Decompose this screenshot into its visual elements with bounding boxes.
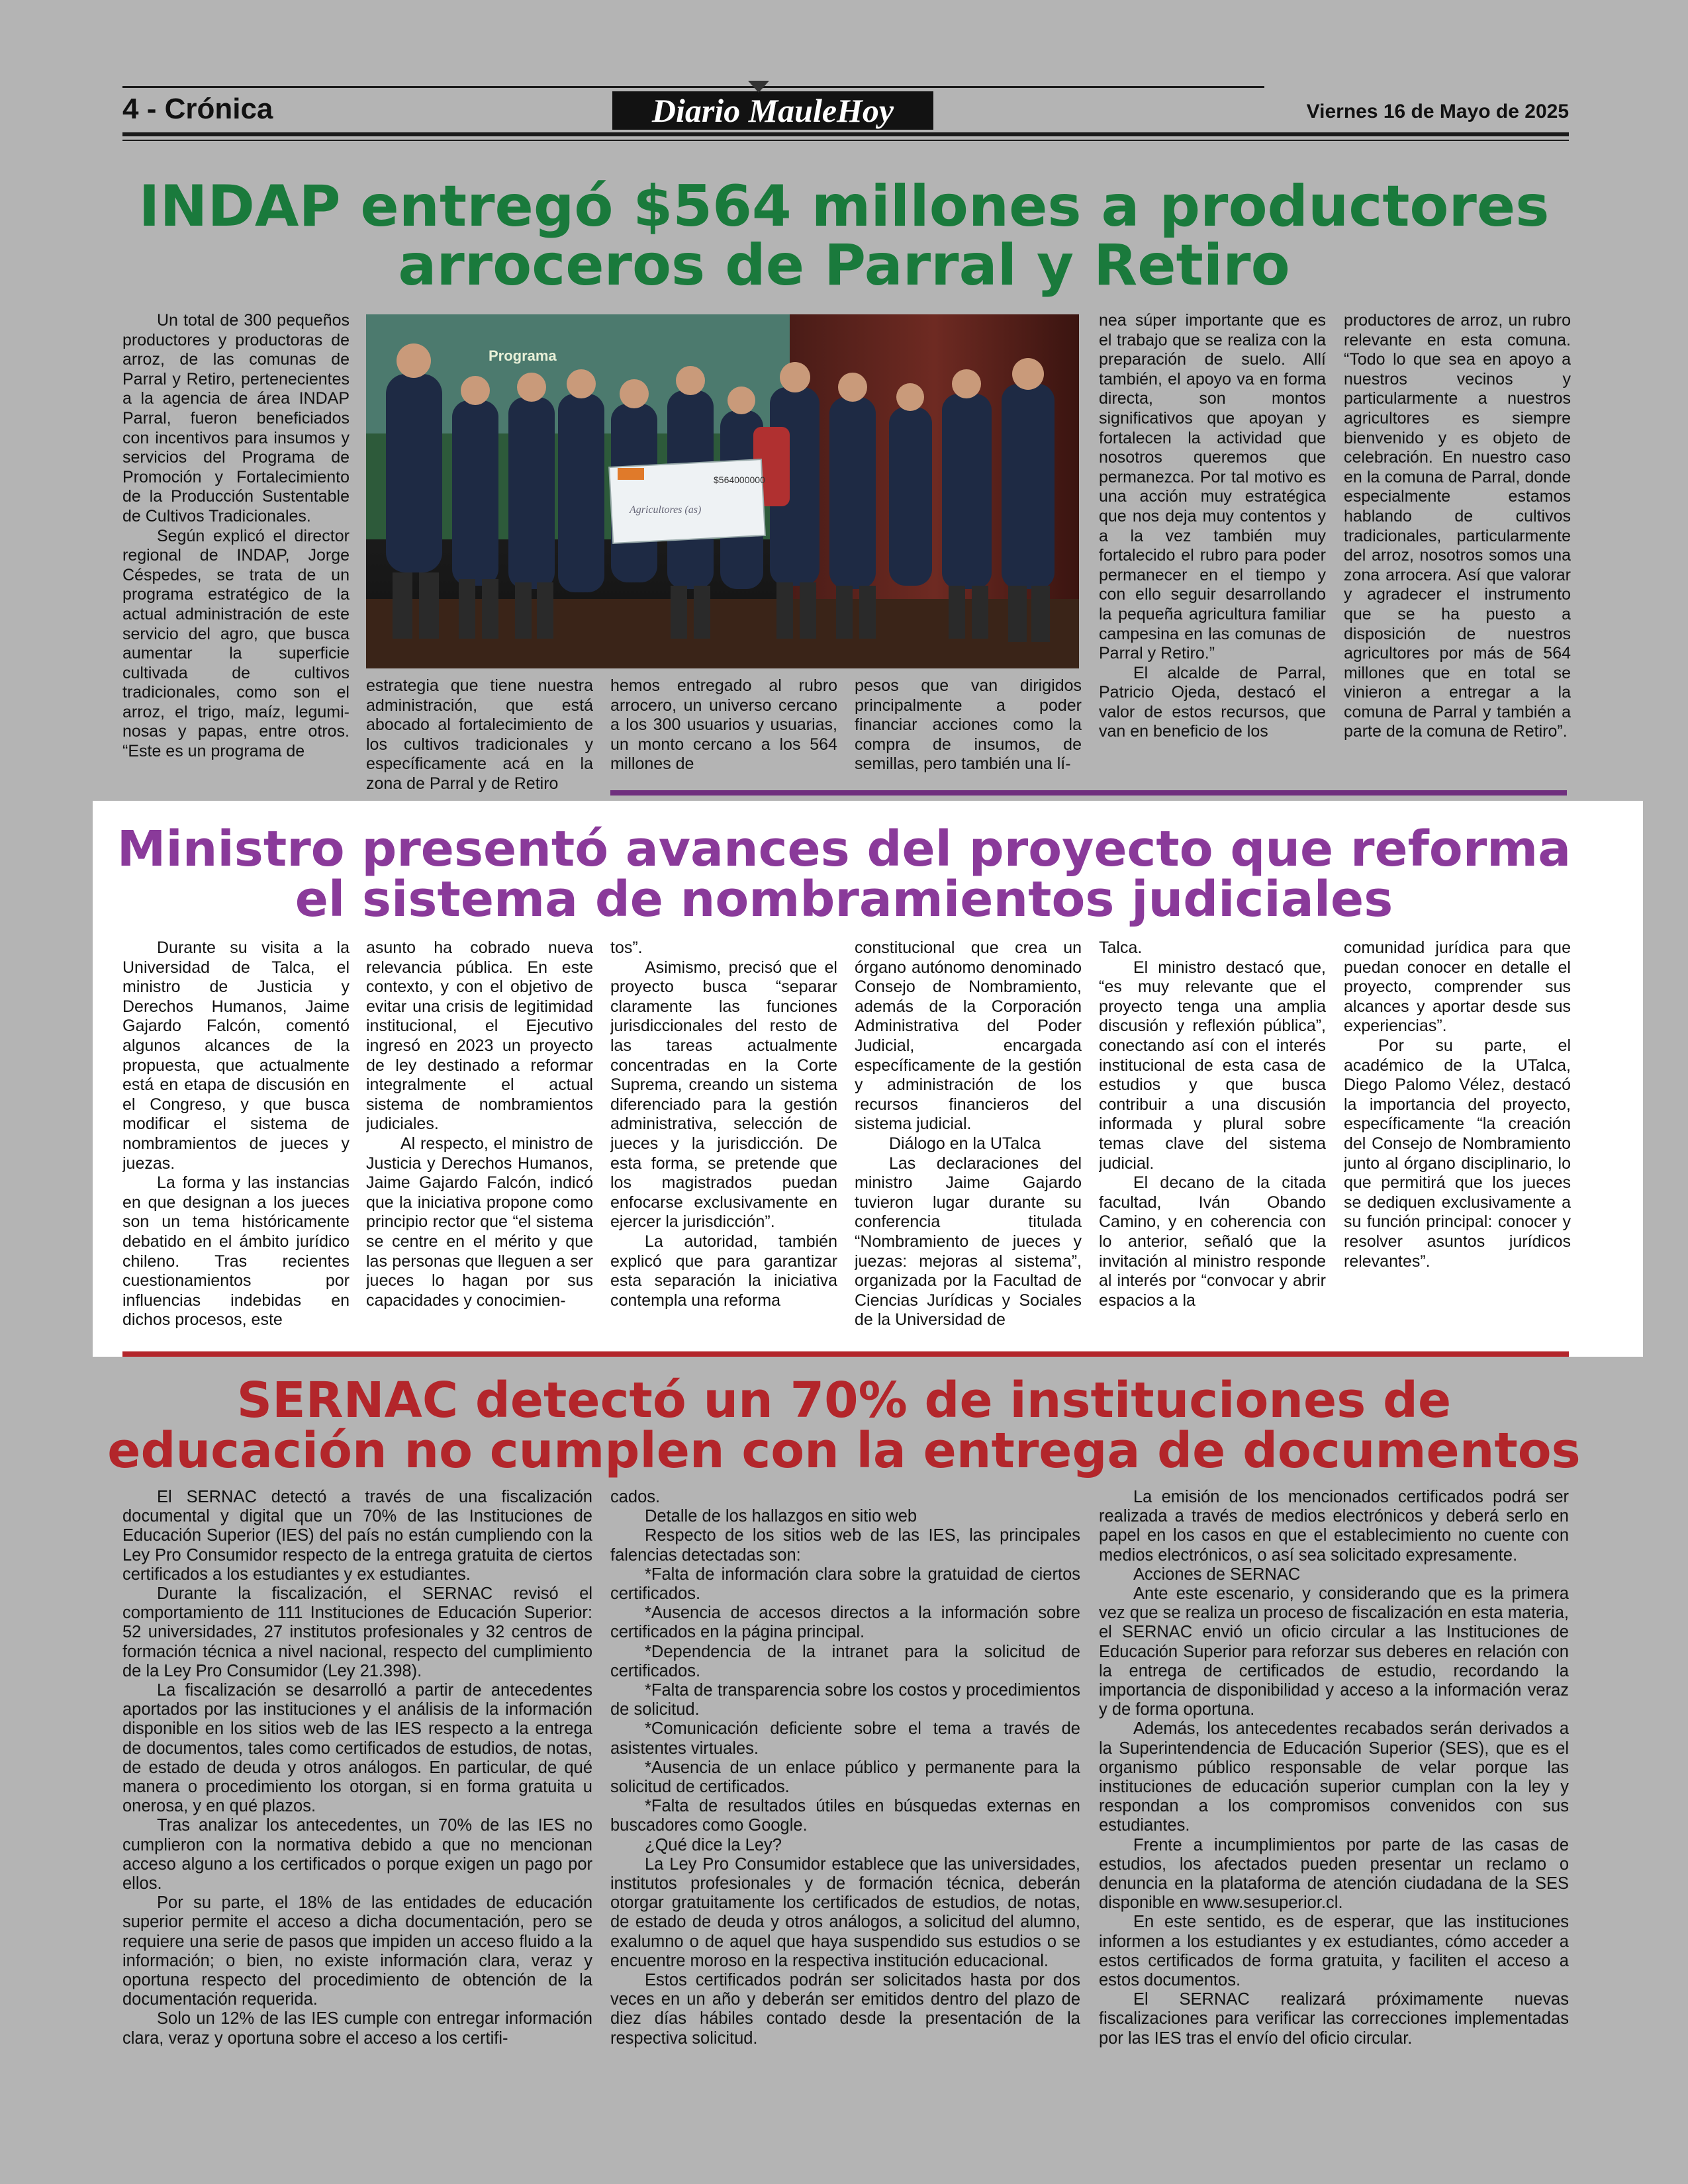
masthead-notch-icon	[748, 81, 769, 93]
article2-col4-p2: Las declaraciones del ministro Jaime Gajardo tuvieron lugar durante su conferencia titulada “Nombramiento de jueces y juezas: mejoras al sistema”, organizada por la Facultad de Ciencias Jurídicas y Sociales de la Universidad de	[855, 1154, 1082, 1330]
article3-col3-p2: Ante este escenario, y considerando que es la primera vez que se realiza un proceso de fiscalización en esta materia, el SERNAC envió un oficio circular a las Instituciones de Educación Superior para reforzar sus deberes en relación con la entrega de certificados de estudio, recordando la importancia de disponibilidad y acceso a la información veraz y de forma oportuna.	[1099, 1584, 1569, 1719]
article1-col1-p2: Según explicó el director regional de INDAP, Jorge Céspedes, se trata de un programa estratégico de la actual administración de este servicio del agro, que busca aumentar la superficie cultivada de cultivos tradicionales, como son el arroz, el trigo, maíz, legumi-nosas y papas, entre otros. “Este es un programa de	[122, 526, 350, 761]
article2-col5-p1: Talca.	[1099, 938, 1143, 957]
article2-col6	[1344, 938, 1571, 1349]
article3-col1-p2: Durante la fiscalización, el SERNAC revisó el comportamiento de 111 Instituciones de Educación Superior: 52 universidades, 27 institutos profesionales y 32 centros de formación técnica a nivel nacional, respecto del cumplimiento de la Ley Pro Consumidor (Ley 21.398).	[122, 1584, 592, 1680]
article1-col1-p1: Un total de 300 pequeños productores y productoras de arroz, de las comunas de Parral y Retiro, pertenecientes a la agencia de área INDAP Parral, fueron beneficiados con incentivos para insumos y servicios del Programa de Promoción y Fortalecimiento de la Producción Sustentable de Cultivos Tradicionales.	[122, 311, 350, 525]
article3-col2-bullet2: *Ausencia de accesos directos a la información sobre certificados en la página principal.	[610, 1604, 1080, 1642]
article2-col6-p2: Por su parte, el académico de la UTalca, Diego Palomo Vélez, destacó la importancia del proyecto, específicamente “la creación del Consejo de Nombramiento junto al órgano disciplinario, lo que permitirá que los jueces se dediquen exclusivamente a su función principal: conocer y resolver asuntos jurídicos relevantes”.	[1344, 1036, 1571, 1271]
article2-headline: Ministro presentó avances del proyecto que reforma el sistema de nombramientos judiciales	[117, 821, 1571, 929]
article3-col2-bullet7: *Falta de resultados útiles en búsquedas externas en buscadores como Google.	[610, 1797, 1080, 1835]
article2-divider	[122, 1351, 1569, 1357]
header-bottom-rule-thin	[122, 140, 1569, 141]
article3-col2-p3: La Ley Pro Consumidor establece que las universidades, institutos profesionales y de formación técnica, deberán otorgar gratuitamente los certificados de estudios, de notas, de estado de deuda y otros análogos, a solicitud del alumno, exalumno o de aquel que haya suspendido sus estudios o se encuentre moroso en la respectiva institución educacional.	[610, 1854, 1080, 1970]
article2-col3	[610, 938, 837, 1349]
photo-banner-text: Programa	[489, 347, 557, 364]
article3-col3-p1: La emisión de los mencionados certificados podrá ser realizada a través de medios electrónicos y deberá serlo en papel en los casos en que el establecimiento no cuente con medios electrónicos, o así sea solicitado expresamente.	[1099, 1488, 1569, 1565]
header-bottom-rule	[122, 132, 1569, 136]
article1-col5-p1: nea súper importante que es el trabajo que se realiza con la preparación de suelo. Allí también, el apoyo va en forma directa, son montos significativos que apoyan y fortalecen la actividad que nosotros queremos que permanezca. Por tal motivo es una acción muy estratégica que nos deja muy contentos y a la vez también muy fortalecido el rubro para poder permanecer en el tiempo y con ello seguir desarrollando la pequeña agricultura familiar campesina en las comunas de Parral y Retiro.”	[1099, 311, 1326, 663]
article2-col2-p2: Al respecto, el ministro de Justicia y Derechos Humanos, Jaime Gajardo Falcón, indicó que la iniciativa propone como principio rector que “el sistema se centre en el mérito y que las personas que lleguen a ser jueces lo hagan por sus capacidades y conocimien-	[366, 1134, 593, 1310]
article2-col3-p2: Asimismo, precisó que el proyecto busca “separar claramente las funciones jurisdiccionales del resto de las tareas actualmente concentradas en la Corte Suprema, creando un sistema diferenciado para la gestión administrativa, selección de jueces y la jurisdicción. De esta forma, se pretende que los magistrados puedan enfocarse exclusivamente en ejercer la jurisdicción”.	[610, 958, 837, 1232]
article3-col2-p4: Estos certificados podrán ser solicitados hasta por dos veces en un año y deberán ser emitidos dentro del plazo de diez días hábiles contado desde la presentación de la respectiva solicitud.	[610, 1971, 1080, 2048]
article3-col1-p5: Por su parte, el 18% de las entidades de educación superior permite el acceso a dicha documentación, pero se requiere una serie de pasos que impiden un acceso fluido a la información; o bien, no existe información clara, veraz y oportuna respecto del procedimiento de obtención de la documentación requerida.	[122, 1893, 592, 2009]
header-top-rule	[122, 86, 1264, 88]
article2-col3-p3: La autoridad, también explicó que para garantizar esta separación la iniciativa contempla una reforma	[610, 1232, 837, 1310]
article1-col2	[366, 676, 593, 799]
article3-col1-p1: El SERNAC detectó a través de una fiscalización documental y digital que un 70% de las Instituciones de Educación Superior (IES) del país no están cumpliendo con la Ley Pro Consumidor respecto de la entrega gratuita de ciertos certificados a los estudiantes y ex estudiantes.	[122, 1488, 592, 1584]
article3-col2-bullet5: *Comunicación deficiente sobre el tema a través de asistentes virtuales.	[610, 1719, 1080, 1758]
check-amount: $564000000	[714, 475, 765, 485]
article1-col4	[855, 676, 1082, 799]
article2-col4	[855, 938, 1082, 1349]
article3-col2-subhead1: Detalle de los hallazgos en sitio web	[645, 1507, 917, 1526]
article2-col2	[366, 938, 593, 1349]
article3-col2-bullet1: *Falta de información clara sobre la gratuidad de ciertos certificados.	[610, 1565, 1080, 1604]
article2-col4-p1: constitucional que crea un órgano autónomo denominado Consejo de Nombramiento, además de la Corporación Administrativa del Poder Judicial, encargada específicamente de la gestión y administración de los recursos financieros del sistema judicial.	[855, 938, 1082, 1134]
article3-col2-bullet6: *Ausencia de un enlace público y permanente para la solicitud de certificados.	[610, 1758, 1080, 1797]
article3-col3-p6: El SERNAC realizará próximamente nuevas fiscalizaciones para verificar las correcciones implementadas por las IES tras el envío del oficio circular.	[1099, 1990, 1569, 2048]
article3-col2-subhead2: ¿Qué dice la Ley?	[645, 1835, 782, 1854]
article1-col1	[122, 311, 350, 797]
article1-col2-p1: estrategia que tiene nuestra administración, que está abocado al fortalecimiento de los cultivos tradicionales y específicamente acá en la zona de Parral y de Retiro	[366, 676, 593, 793]
article3-col3-subhead: Acciones de SERNAC	[1133, 1565, 1301, 1584]
article1-photo	[366, 314, 1079, 668]
ceremony-photo	[366, 314, 1079, 668]
article3-col3	[1099, 1488, 1569, 2110]
article1-headline: INDAP entregó $564 millones a productores arroceros de Parral y Retiro	[138, 173, 1550, 298]
issue-date: Viernes 16 de Mayo de 2025	[1306, 101, 1569, 122]
article2-col1-p2: La forma y las instancias en que designan a los jueces son un tema históricamente debatido en el ámbito jurídico chileno. Tras recientes cuestionamientos por influencias indebidas en dichos procesos, este	[122, 1173, 350, 1330]
article1-col6	[1344, 311, 1571, 784]
article1-col4-p1: pesos que van dirigidos principalmente a poder financiar acciones como la compra de insumos, de semillas, pero también una lí-	[855, 676, 1082, 774]
article1-col6-p1: productores de arroz, un rubro relevante en esta comuna. “Todo lo que sea en apoyo a nuestros vecinos y particularmente a nuestros agricultores es siempre bienvenido y es objeto de celebración. En nuestro caso en la comuna de Parral, donde especialmente estamos hablando de cultivos tradicionales, particularmente del arroz, nosotros somos una zona arrocera. Así que valorar y agradecer el instrumento que se ha puesto a disposición de nuestros agricultores por más de 564 millones que en total se vinieron a entregar a la comuna de Parral y también a parte de la comuna de Retiro”.	[1344, 311, 1571, 741]
article3-col1	[122, 1488, 592, 2110]
check-name: Agricultores (as)	[630, 504, 702, 516]
article3-col2-p2: Respecto de los sitios web de las IES, las principales falencias detectadas son:	[610, 1526, 1080, 1565]
article3-col2-bullet3: *Dependencia de la intranet para la solicitud de certificados.	[610, 1642, 1080, 1680]
section-label: 4 - Crónica	[122, 93, 273, 125]
article3-col1-p4: Tras analizar los antecedentes, un 70% de las IES no cumplieron con la normativa debido a que no mencionan acceso alguno a los certificados o porque exigen un pago por ellos.	[122, 1816, 592, 1893]
article3-col3-p5: En este sentido, es de esperar, que las instituciones informen a los estudiantes y ex estudiantes, cómo acceder a estos certificados de forma gratuita, y faciliten el acceso a estos documentos.	[1099, 1913, 1569, 1990]
article3-col3-p4: Frente a incumplimientos por parte de las casas de estudios, los afectados pueden presentar un reclamo o denuncia en la plataforma de atención ciudadana de la SES disponible en www.sesuperior.cl.	[1099, 1835, 1569, 1913]
article3-col2-p1: cados.	[610, 1488, 661, 1506]
article2-col4-subhead: Diálogo en la UTalca	[889, 1134, 1041, 1153]
article2-col1-p1: Durante su visita a la Universidad de Talca, el ministro de Justicia y Derechos Humanos, Jaime Gajardo Falcón, comentó algunos alcances de la propuesta, que actualmente está en etapa de discusión en el Congreso, y que busca modificar el sistema de nombramientos de jueces y juezas.	[122, 938, 350, 1173]
article2-col5-p3: El decano de la citada facultad, Iván Obando Camino, y en coherencia con lo anterior, señaló que la invitación al ministro responde al interés por “convocar y abrir espacios a la	[1099, 1173, 1326, 1310]
article3-headline: SERNAC detectó un 70% de instituciones de educación no cumplen con la entrega de documentos	[107, 1372, 1581, 1480]
article1-col5-p2: El alcalde de Parral, Patricio Ojeda, destacó el valor de estos recursos, que van en beneficio de los	[1099, 663, 1326, 741]
article2-col3-p1: tos”.	[610, 938, 643, 957]
masthead-logo: Diario MauleHoy	[612, 91, 933, 130]
article2-col5	[1099, 938, 1326, 1349]
article3-col1-p3: La fiscalización se desarrolló a partir de antecedentes aportados por las instituciones y el análisis de la información disponible en los sitios web de las IES respecto a la entrega de documentos, tales como certificados de estudios, de notas, de estado de deuda y otros análogos. En particular, de qué manera o procedimiento los otorgan, si en forma gratuita u onerosa, y en qué plazos.	[122, 1681, 592, 1816]
article1-col3	[610, 676, 837, 799]
article3-col1-p6: Solo un 12% de las IES cumple con entregar información clara, veraz y oportuna sobre el acceso a los certifi-	[122, 2009, 592, 2048]
article3-col2	[610, 1488, 1080, 2110]
article3-col2-bullet4: *Falta de transparencia sobre los costos y procedimientos de solicitud.	[610, 1681, 1080, 1719]
article1-col5	[1099, 311, 1326, 801]
article2-col1	[122, 938, 350, 1349]
article2-col2-p1: asunto ha cobrado nueva relevancia pública. En este contexto, y con el objetivo de evitar una crisis de legitimidad institucional, el Ejecutivo ingresó en 2023 un proyecto de ley destinado a reformar integralmente el actual sistema de nombramientos judiciales.	[366, 938, 593, 1134]
article1-divider	[610, 790, 1567, 796]
article2-col5-p2: El ministro destacó que, “es muy relevante que el proyecto tenga una amplia discusión y reflexión pública”, conectando así con el interés institucional de esta casa de estudios y que busca contribuir a una discusión informada y plural sobre temas clave del sistema judicial.	[1099, 958, 1326, 1173]
article3-col3-p3: Además, los antecedentes recabados serán derivados a la Superintendencia de Educación Superior (SES), que es el organismo público responsable de velar porque las instituciones de educación superior cumplan con la ley y respondan a los compromisos convenidos con sus estudiantes.	[1099, 1719, 1569, 1835]
article1-col3-p1: hemos entregado al rubro arrocero, un universo cercano a los 300 usuarios y usuarias, un monto cercano a los 564 millones de	[610, 676, 837, 774]
article2-col6-p1: comunidad jurídica para que puedan conocer en detalle el proyecto, comprender sus alcances y aportar desde sus experiencias”.	[1344, 938, 1571, 1036]
